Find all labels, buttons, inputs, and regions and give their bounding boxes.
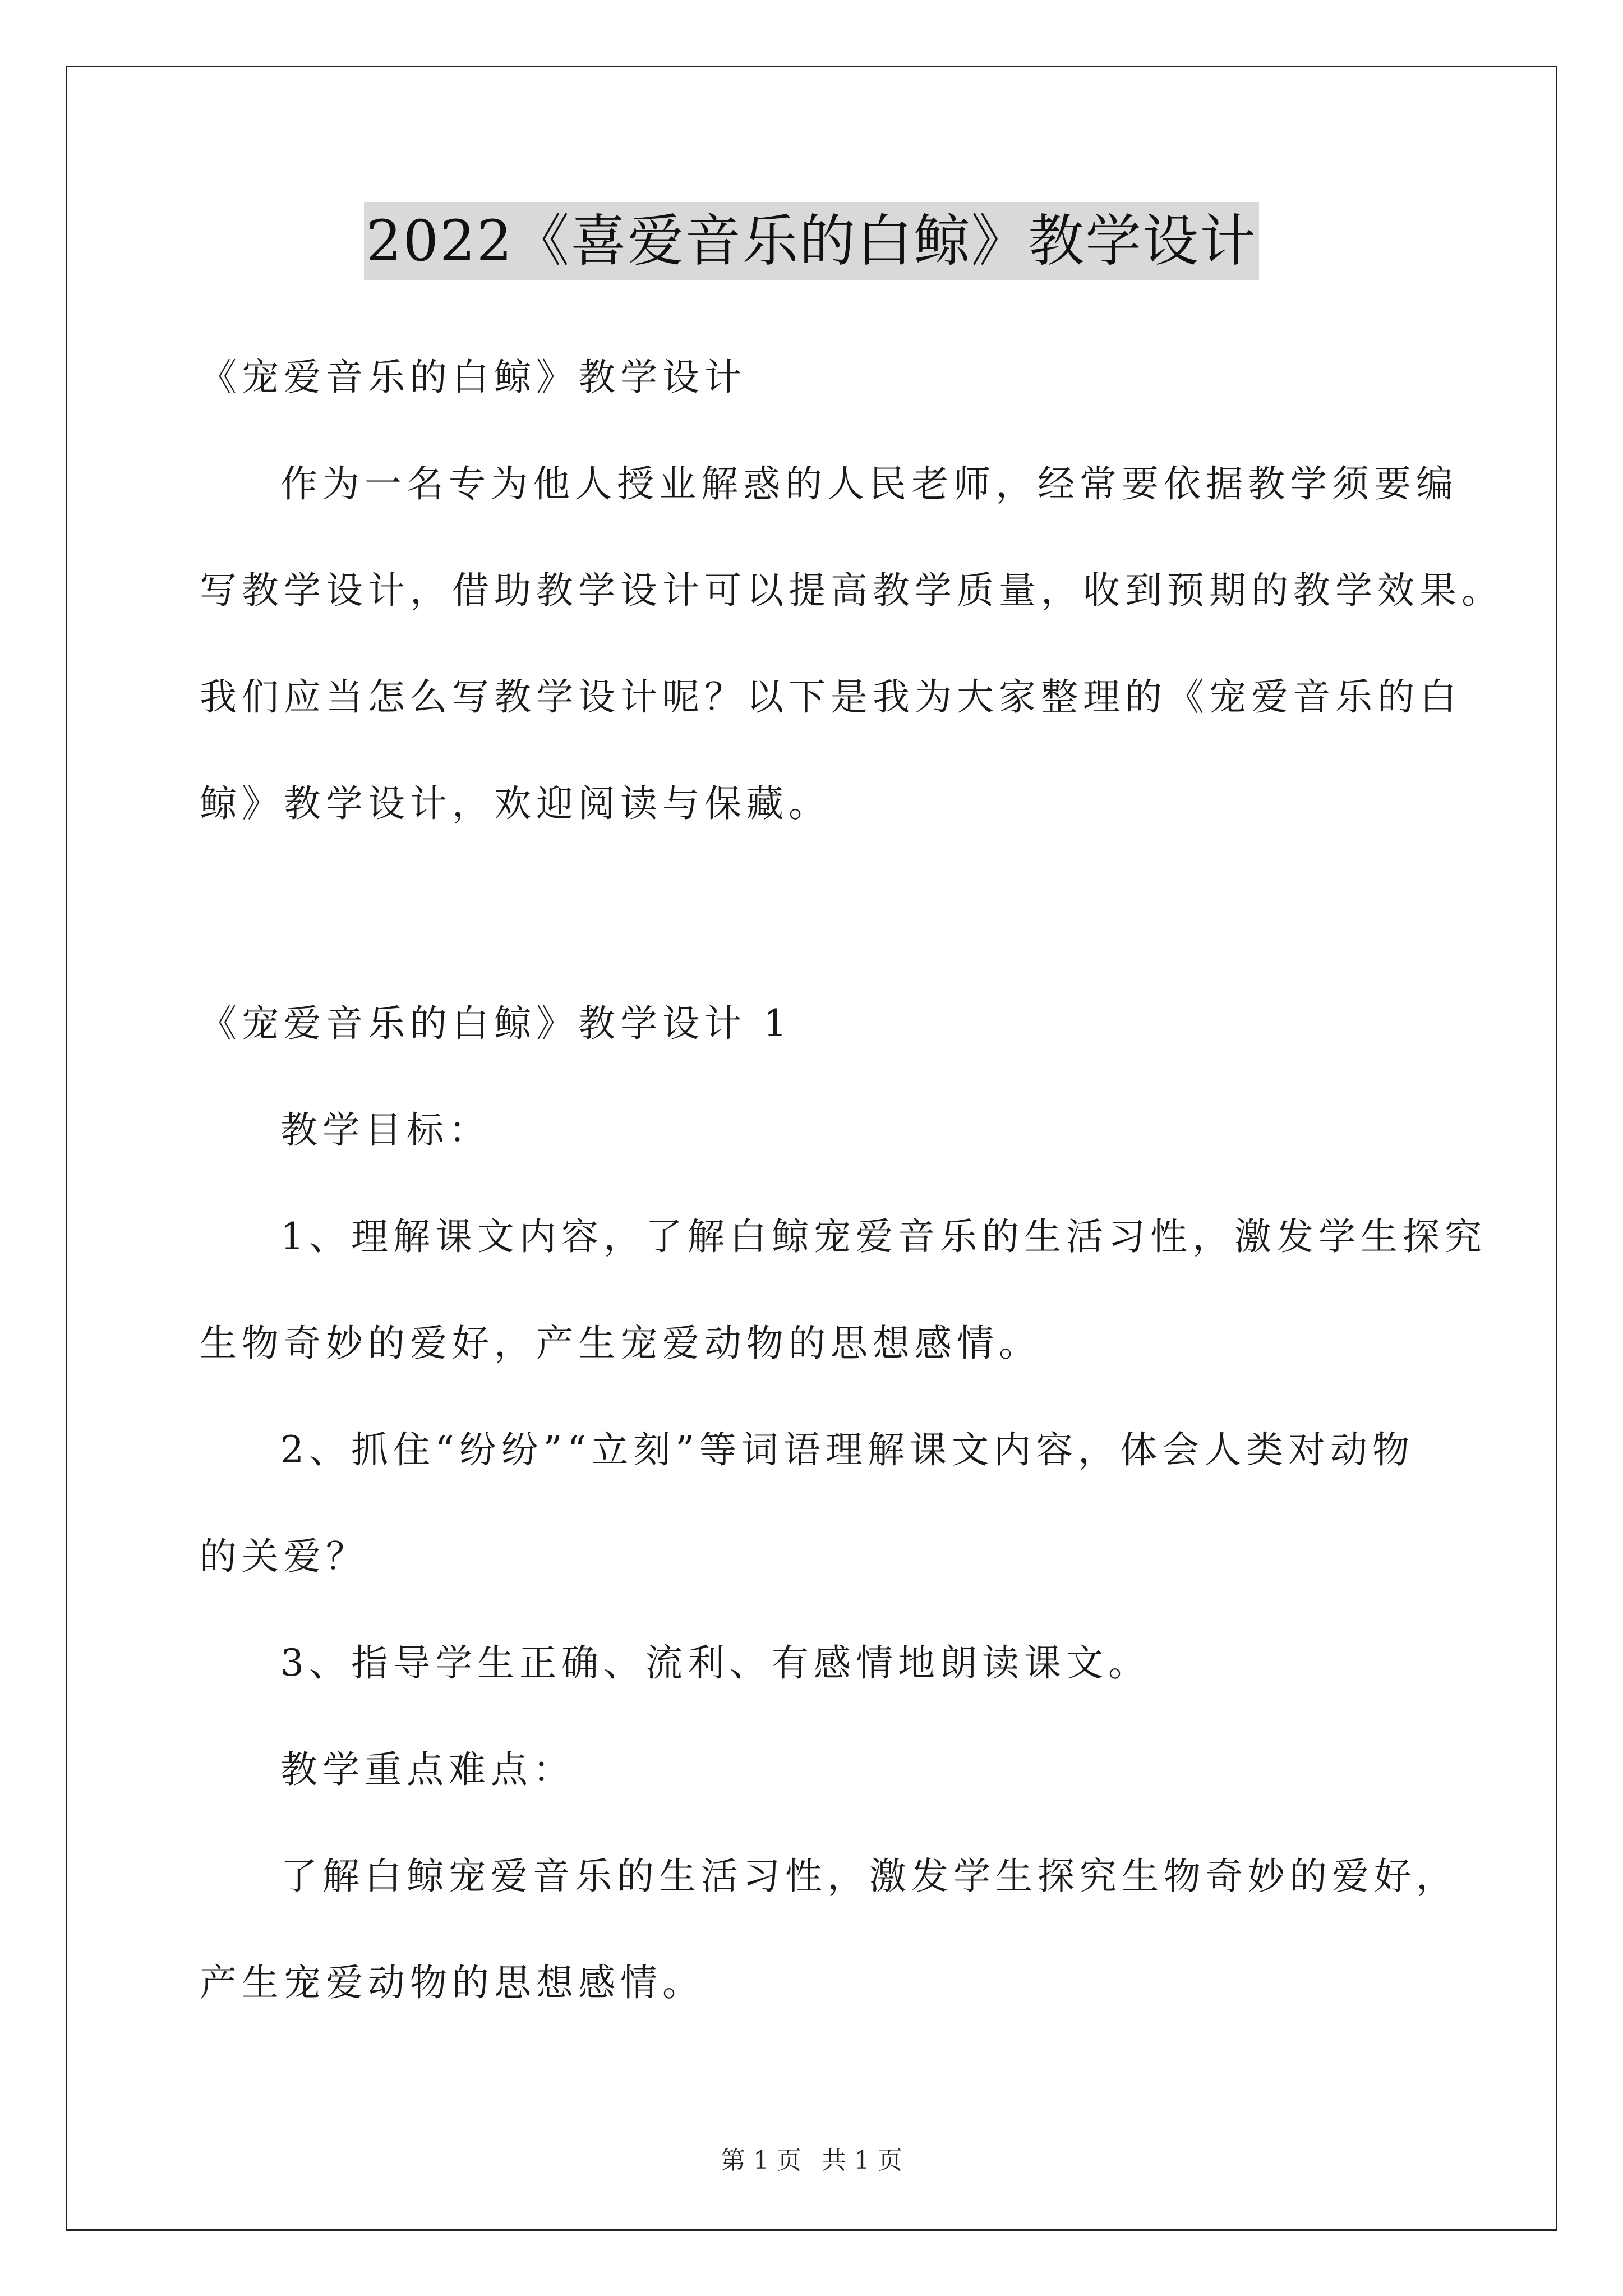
intro-line-2: 写教学设计，借助教学设计可以提高教学质量，收到预期的教学效果。	[200, 569, 1504, 612]
intro-line-3: 我们应当怎么写教学设计呢？以下是我为大家整理的《宠爱音乐的白	[200, 675, 1461, 719]
goal-2-line-1: 2、抓住“纷纷”“立刻”等词语理解课文内容，体会人类对动物	[280, 1428, 1414, 1471]
intro-heading: 《宠爱音乐的白鲸》教学设计	[200, 356, 746, 399]
intro-line-1: 作为一名专为他人授业解惑的人民老师，经常要依据教学须要编	[280, 462, 1458, 505]
goal-1-line-1: 1、理解课文内容，了解白鲸宠爱音乐的生活习性，激发学生探究	[280, 1215, 1487, 1258]
goal-2-line-2: 的关爱？	[200, 1535, 368, 1578]
goal-1-line-2: 生物奇妙的爱好，产生宠爱动物的思想感情。	[200, 1322, 1041, 1365]
intro-line-4: 鲸》教学设计，欢迎阅读与保藏。	[200, 782, 831, 825]
goals-label: 教学目标：	[280, 1108, 491, 1152]
page-footer	[0, 2144, 1623, 2178]
page-number: 第 1 页	[721, 2146, 801, 2175]
keypoints-label: 教学重点难点：	[280, 1748, 575, 1791]
keypoints-line-2: 产生宠爱动物的思想感情。	[200, 1961, 704, 2004]
goal-3: 3、指导学生正确、流利、有感情地朗读课文。	[280, 1641, 1150, 1685]
page-total: 共 1 页	[822, 2146, 902, 2175]
keypoints-line-1: 了解白鲸宠爱音乐的生活习性，激发学生探究生物奇妙的爱好，	[280, 1855, 1458, 1898]
document-title: 2022《喜爱音乐的白鲸》教学设计	[364, 202, 1260, 280]
title-container	[0, 202, 1623, 280]
section-heading: 《宠爱音乐的白鲸》教学设计 1	[200, 1002, 792, 1045]
